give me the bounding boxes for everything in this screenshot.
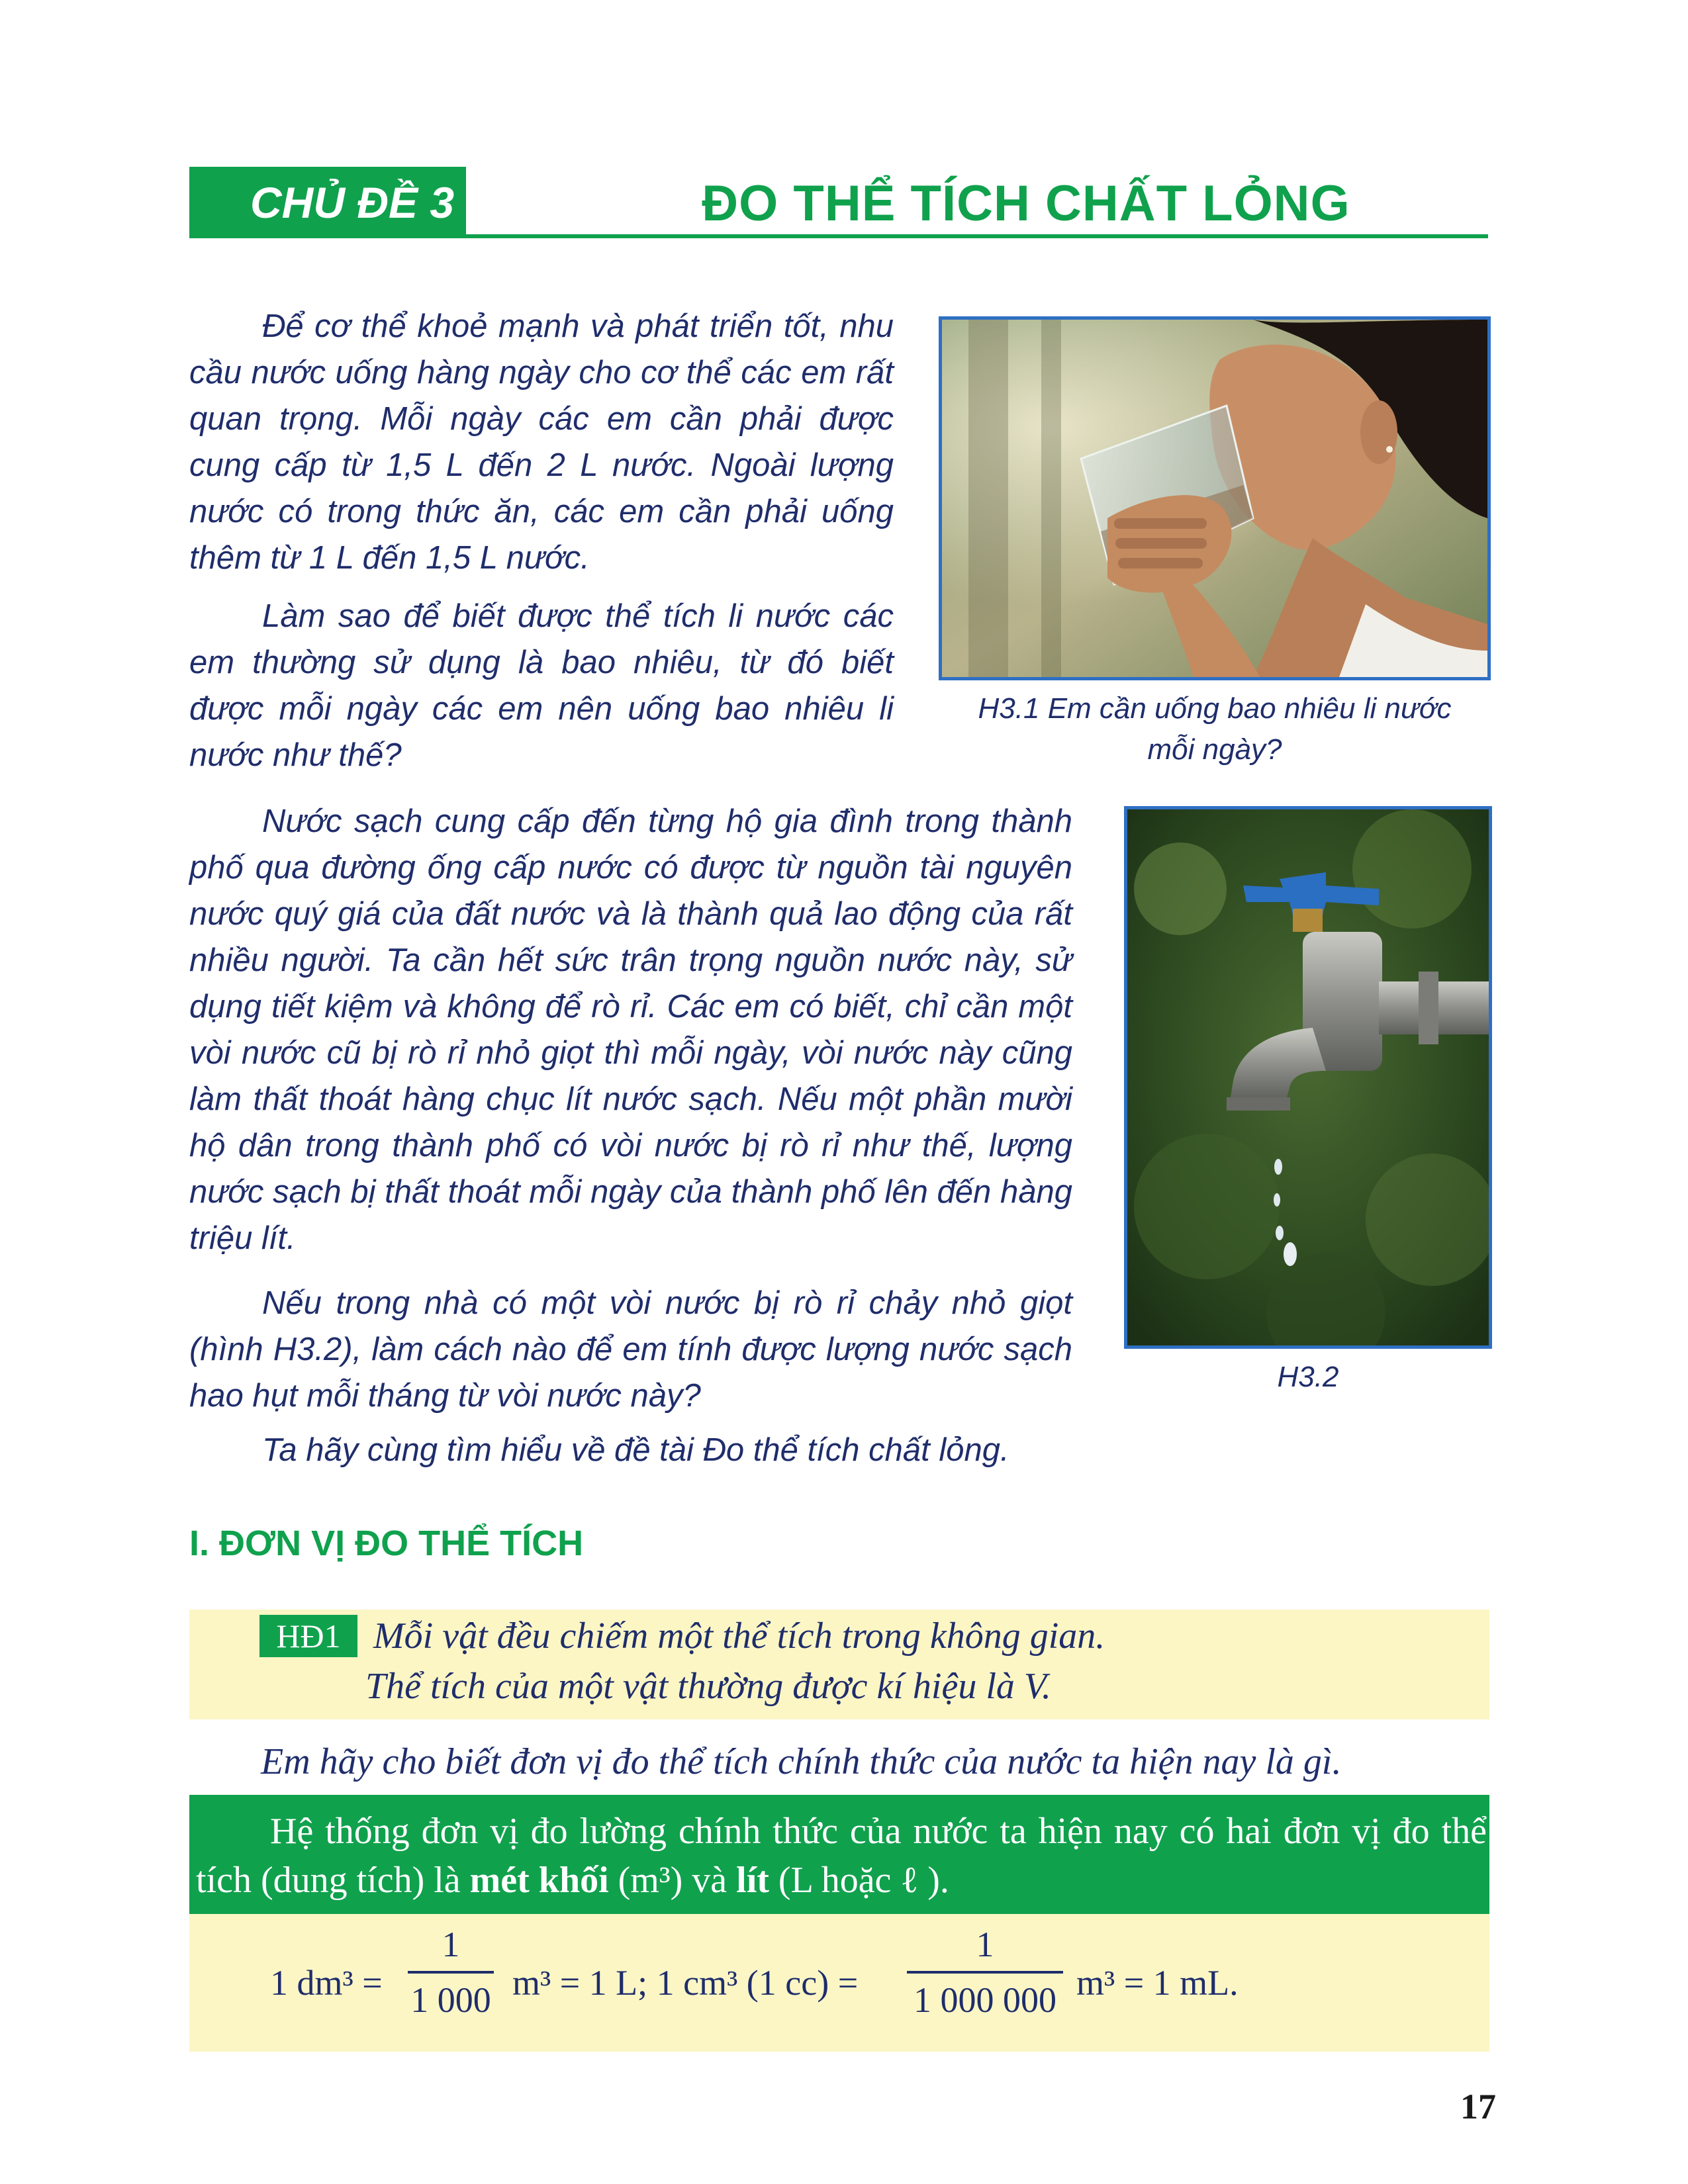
intro-paragraph-1-text: Để cơ thể khoẻ mạnh và phát triển tốt, nhu cầu nước uống hàng ngày cho cơ thể các em rất quan trọng. Mỗi ngày các em cần phải được cung cấp từ 1,5 L đến 2 L nước. Ngoài lượng nước có trong thức ăn, các em cần phải uống thêm từ 1 L đến 1,5 L nước. — [189, 308, 894, 576]
formula-numerator-2: 1 — [976, 1925, 994, 1964]
definition-part-2: (m³) và — [608, 1860, 737, 1901]
girl-drinking-illustration — [942, 320, 1487, 677]
intro-paragraph-5-text: Ta hãy cùng tìm hiểu về đề tài Đo thể tích chất lỏng. — [262, 1432, 1009, 1468]
activity-question: Em hãy cho biết đơn vị đo thể tích chính thức của nước ta hiện nay là gì. — [261, 1741, 1342, 1782]
leaking-tap-illustration — [1127, 809, 1489, 1345]
figure-1-caption-line-1: H3.1 Em cần uống bao nhiêu li nước — [978, 692, 1452, 725]
intro-paragraph-4 — [189, 1280, 1072, 1419]
formula-numerator-1: 1 — [442, 1925, 460, 1964]
figure-leaking-tap — [1124, 806, 1492, 1349]
section-heading: I. ĐƠN VỊ ĐO THỂ TÍCH — [189, 1524, 584, 1563]
chapter-title: ĐO THỂ TÍCH CHẤT LỎNG — [702, 175, 1350, 232]
figure-1-caption — [939, 688, 1491, 770]
intro-paragraph-5 — [189, 1427, 1072, 1473]
definition-term-liter: lít — [736, 1860, 769, 1901]
formula-end: m³ = 1 mL. — [1076, 1963, 1239, 2003]
intro-paragraph-4-text: Nếu trong nhà có một vòi nước bị rò rỉ chảy nhỏ giọt (hình H3.2), làm cách nào để em tính được lượng nước sạch hao hụt mỗi tháng từ vòi nước này? — [189, 1285, 1072, 1414]
definition-term-cubic-meter: mét khối — [469, 1860, 609, 1901]
activity-badge: HĐ1 — [259, 1615, 357, 1657]
formula-lhs: 1 dm³ = — [270, 1963, 383, 2003]
intro-paragraph-2 — [189, 593, 894, 778]
activity-line-1: Mỗi vật đều chiếm một thể tích trong không gian. — [373, 1615, 1105, 1657]
formula-fraction-bar-1 — [408, 1971, 494, 1974]
formula-denominator-2: 1 000 000 — [914, 1980, 1056, 2020]
figure-girl-drinking-water — [939, 316, 1491, 680]
intro-paragraph-3 — [189, 798, 1072, 1261]
figure-1-caption-line-2: mỗi ngày? — [1147, 733, 1282, 766]
page-number: 17 — [1460, 2087, 1496, 2126]
activity-line-2: Thể tích của một vật thường được kí hiệu là V. — [365, 1666, 1051, 1707]
intro-paragraph-1 — [189, 303, 894, 581]
formula-fraction-bar-2 — [907, 1971, 1063, 1974]
figure-2-caption: H3.2 — [1277, 1361, 1339, 1393]
definition-part-1: Hệ thống đơn vị đo lường chính thức của nước ta hiện nay có hai đơn vị đo thể tích (dung tích) là — [196, 1811, 1487, 1901]
formula-denominator-1: 1 000 — [410, 1980, 491, 2020]
header-divider — [466, 234, 1488, 238]
intro-paragraph-3-text: Nước sạch cung cấp đến từng hộ gia đình trong thành phố qua đường ống cấp nước có được từ nguồn tài nguyên nước quý giá của đất nước và là thành quả lao động của rất nhiều người. Ta cần hết sức trân trọng nguồn nước này, sử dụng tiết kiệm và không để rò rỉ. Các em có biết, chỉ cần một vòi nước cũ bị rò rỉ nhỏ giọt thì mỗi ngày, vòi nước này cũng làm thất thoát hàng chục lít nước sạch. Nếu một phần mười hộ dân trong thành phố có vòi nước bị rò rỉ như thế, lượng nước sạch bị thất thoát mỗi ngày của thành phố lên đến hàng triệu lít. — [189, 803, 1072, 1256]
definition-part-3: (L hoặc ℓ ). — [769, 1860, 949, 1901]
definition-text — [196, 1807, 1487, 1905]
intro-paragraph-2-text: Làm sao để biết được thể tích li nước các em thường sử dụng là bao nhiêu, từ đó biết được mỗi ngày các em nên uống bao nhiêu li nước như thế? — [189, 598, 894, 773]
formula-middle: m³ = 1 L; 1 cm³ (1 cc) = — [512, 1963, 859, 2003]
chapter-label: CHỦ ĐỀ 3 — [189, 167, 466, 238]
